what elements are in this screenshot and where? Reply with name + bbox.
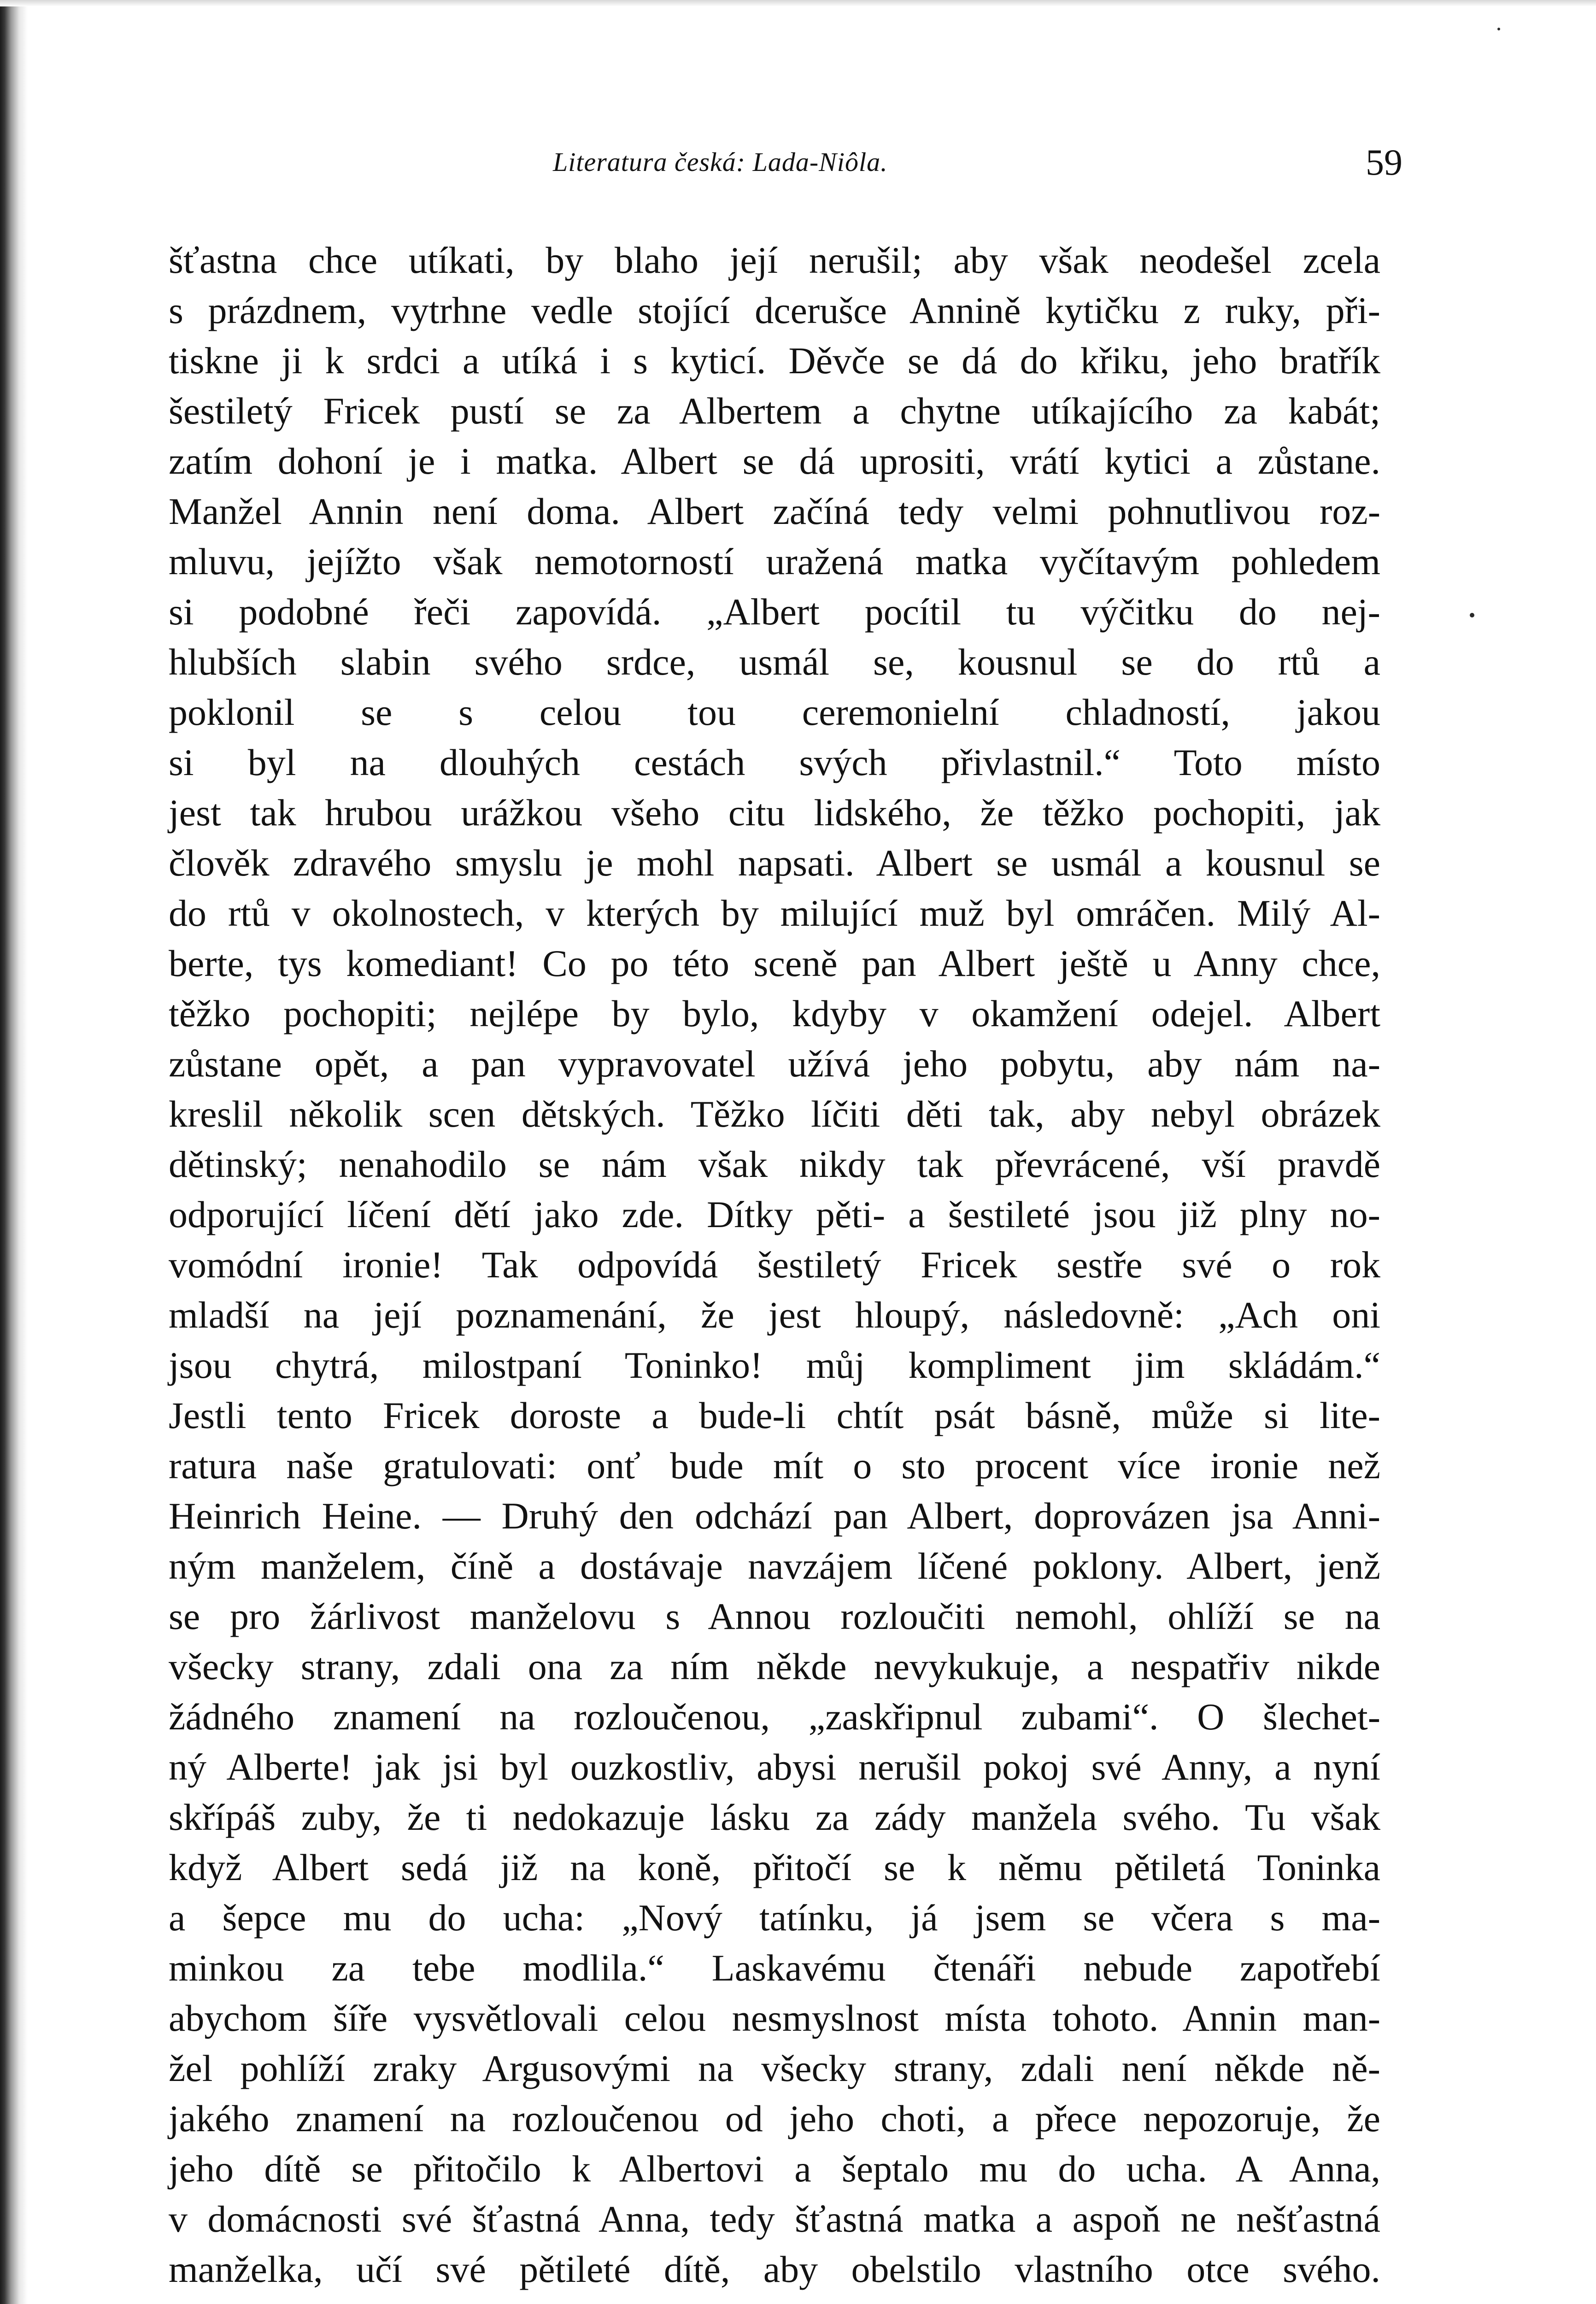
text-line: mladší na její poznamenání, že jest hloupý, následovně: „Ach oni xyxy=(169,1294,1380,1336)
text-line: vomódní ironie! Tak odpovídá šestiletý Fricek sestře své o rok xyxy=(169,1244,1380,1286)
text-line: tiskne ji k srdci a utíká i s kyticí. Děvče se dá do křiku, jeho bratřík xyxy=(169,340,1380,382)
body-text xyxy=(169,235,1380,2294)
text-line: Manžel Annin není doma. Albert začíná tedy velmi pohnutlivou roz- xyxy=(169,490,1380,532)
text-line: ratura naše gratulovati: onť bude mít o sto procent více ironie než xyxy=(169,1445,1380,1487)
text-line: si podobné řeči zapovídá. „Albert pocítil tu výčitku do nej- xyxy=(169,591,1380,633)
text-line: manželka, učí své pětileté dítě, aby obelstilo vlastního otce svého. xyxy=(169,2248,1380,2290)
text-line: ným manželem, číně a dostávaje navzájem líčené poklony. Albert, jenž xyxy=(169,1545,1380,1587)
text-line: všecky strany, zdali ona za ním někde nevykukuje, a nespatřiv nikde xyxy=(169,1646,1380,1687)
text-line: jest tak hrubou urážkou všeho citu lidského, že těžko pochopiti, jak xyxy=(169,792,1380,834)
text-line: člověk zdravého smyslu je mohl napsati. Albert se usmál a kousnul se xyxy=(169,842,1380,884)
text-line: hlubších slabin svého srdce, usmál se, kousnul se do rtů a xyxy=(169,641,1380,683)
scan-speck xyxy=(1497,28,1500,30)
text-line: kreslil několik scen dětských. Těžko líčiti děti tak, aby nebyl obrázek xyxy=(169,1093,1380,1135)
text-line: žel pohlíží zraky Argusovými na všecky strany, zdali není někde ně- xyxy=(169,2047,1380,2089)
running-head: Literatura česká: Lada-Niôla. xyxy=(553,147,888,177)
text-line: Jestli tento Fricek doroste a bude-li chtít psát básně, může si lite- xyxy=(169,1394,1380,1436)
text-line: jeho dítě se přitočilo k Albertovi a šeptalo mu do ucha. A Anna, xyxy=(169,2148,1380,2190)
text-line: těžko pochopiti; nejlépe by bylo, kdyby v okamžení odejel. Albert xyxy=(169,993,1380,1034)
text-line: Heinrich Heine. — Druhý den odchází pan Albert, doprovázen jsa Anni- xyxy=(169,1495,1380,1537)
scan-speck xyxy=(1470,613,1474,617)
text-line: šťastna chce utíkati, by blaho její nerušil; aby však neodešel zcela xyxy=(169,239,1380,281)
text-line: skřípáš zuby, že ti nedokazuje lásku za zády manžela svého. Tu však xyxy=(169,1796,1380,1838)
text-line: do rtů v okolnostech, v kterých by milující muž byl omráčen. Milý Al- xyxy=(169,892,1380,934)
scan-binding-edge xyxy=(0,0,28,2304)
text-line: šestiletý Fricek pustí se za Albertem a chytne utíkajícího za kabát; xyxy=(169,390,1380,432)
text-line: se pro žárlivost manželovu s Annou rozloučiti nemohl, ohlíží se na xyxy=(169,1595,1380,1637)
page-number: 59 xyxy=(1366,142,1402,183)
text-line: ný Alberte! jak jsi byl ouzkostliv, abysi nerušil pokoj své Anny, a nyní xyxy=(169,1746,1380,1788)
text-line: mluvu, jejížto však nemotorností uražená matka vyčítavým pohledem xyxy=(169,541,1380,582)
text-line: berte, tys komediant! Co po této sceně pan Albert ještě u Anny chce, xyxy=(169,942,1380,984)
text-line: v domácnosti své šťastná Anna, tedy šťastná matka a aspoň ne nešťastná xyxy=(169,2198,1380,2240)
text-line: zůstane opět, a pan vypravovatel užívá jeho pobytu, aby nám na- xyxy=(169,1043,1380,1085)
text-line: jsou chytrá, milostpaní Toninko! můj kompliment jim skládám.“ xyxy=(169,1344,1380,1386)
text-line: odporující líčení dětí jako zde. Dítky pěti- a šestileté jsou již plny no- xyxy=(169,1193,1380,1235)
text-line: poklonil se s celou tou ceremonielní chladností, jakou xyxy=(169,691,1380,733)
scan-top-edge xyxy=(0,0,1596,6)
text-line: abychom šíře vysvětlovali celou nesmyslnost místa tohoto. Annin man- xyxy=(169,1997,1380,2039)
text-line: dětinský; nenahodilo se nám však nikdy tak převrácené, vší pravdě xyxy=(169,1143,1380,1185)
text-line: s prázdnem, vytrhne vedle stojící dcerušce Annině kytičku z ruky, při- xyxy=(169,289,1380,331)
text-line: minkou za tebe modlila.“ Laskavému čtenáři nebude zapotřebí xyxy=(169,1947,1380,1989)
text-line: když Albert sedá již na koně, přitočí se k němu pětiletá Toninka xyxy=(169,1846,1380,1888)
text-line: a šepce mu do ucha: „Nový tatínku, já jsem se včera s ma- xyxy=(169,1897,1380,1939)
text-line: jakého znamení na rozloučenou od jeho choti, a přece nepozoruje, že xyxy=(169,2098,1380,2139)
text-line: žádného znamení na rozloučenou, „zaskřipnul zubami“. O šlechet- xyxy=(169,1696,1380,1738)
text-line: si byl na dlouhých cestách svých přivlastnil.“ Toto místo xyxy=(169,741,1380,783)
text-line: zatím dohoní je i matka. Albert se dá uprositi, vrátí kytici a zůstane. xyxy=(169,440,1380,482)
